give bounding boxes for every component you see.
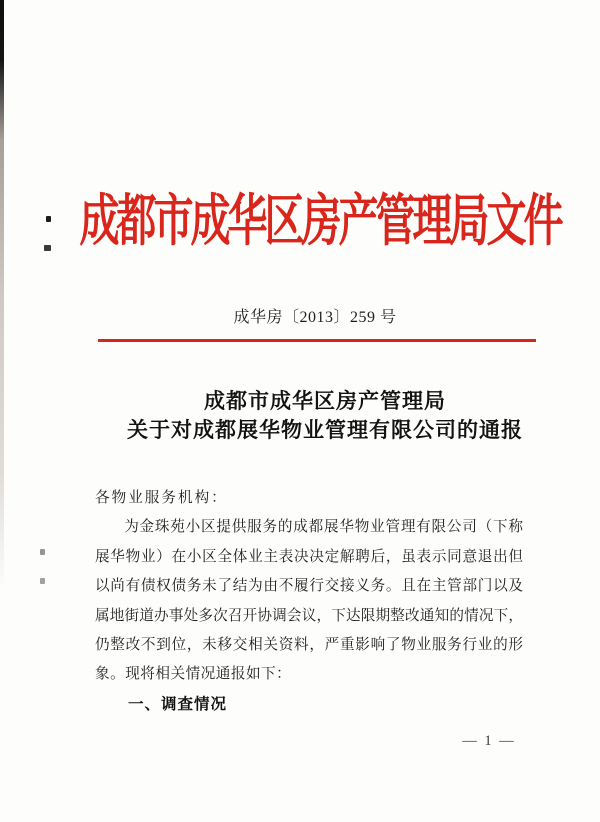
section-heading: 一、调查情况: [128, 695, 228, 713]
scan-edge-artifact: [0, 0, 4, 600]
document-title: [50, 387, 600, 445]
agency-letterhead-text: 成都市成华区房产管理局文件: [79, 189, 561, 253]
document-number: 成华房〔2013〕259 号: [233, 309, 397, 326]
body-line: 象。现将相关情况通报如下：: [95, 666, 292, 683]
scan-speck: [44, 245, 51, 251]
document-title-line1: 成都市成华区房产管理局: [204, 389, 446, 413]
body-line: 仍整改不到位，未移交相关资料，严重影响了物业服务行业的形: [95, 636, 523, 653]
letterhead-divider-rule: [98, 339, 536, 342]
body-line: 展华物业）在小区全体业主表决决定解聘后，虽表示同意退出但: [95, 548, 523, 565]
document-title-line2: 关于对成都展华物业管理有限公司的通报: [127, 418, 523, 442]
scan-speck: [40, 578, 45, 584]
salutation-line: 各物业服务机构：: [95, 490, 228, 506]
document-body: [95, 484, 523, 719]
body-line: 属地街道办事处多次召开协调会议，下达限期整改通知的情况下，: [95, 607, 523, 624]
scan-speck: [40, 549, 45, 555]
page-number: — 1 —: [462, 733, 516, 749]
agency-letterhead-title: [40, 189, 600, 253]
body-line: 以尚有债权债务未了结为由不履行交接义务。且在主管部门以及: [95, 578, 523, 595]
body-line: 为金珠苑小区提供服务的成都展华物业管理有限公司（下称: [124, 519, 523, 536]
